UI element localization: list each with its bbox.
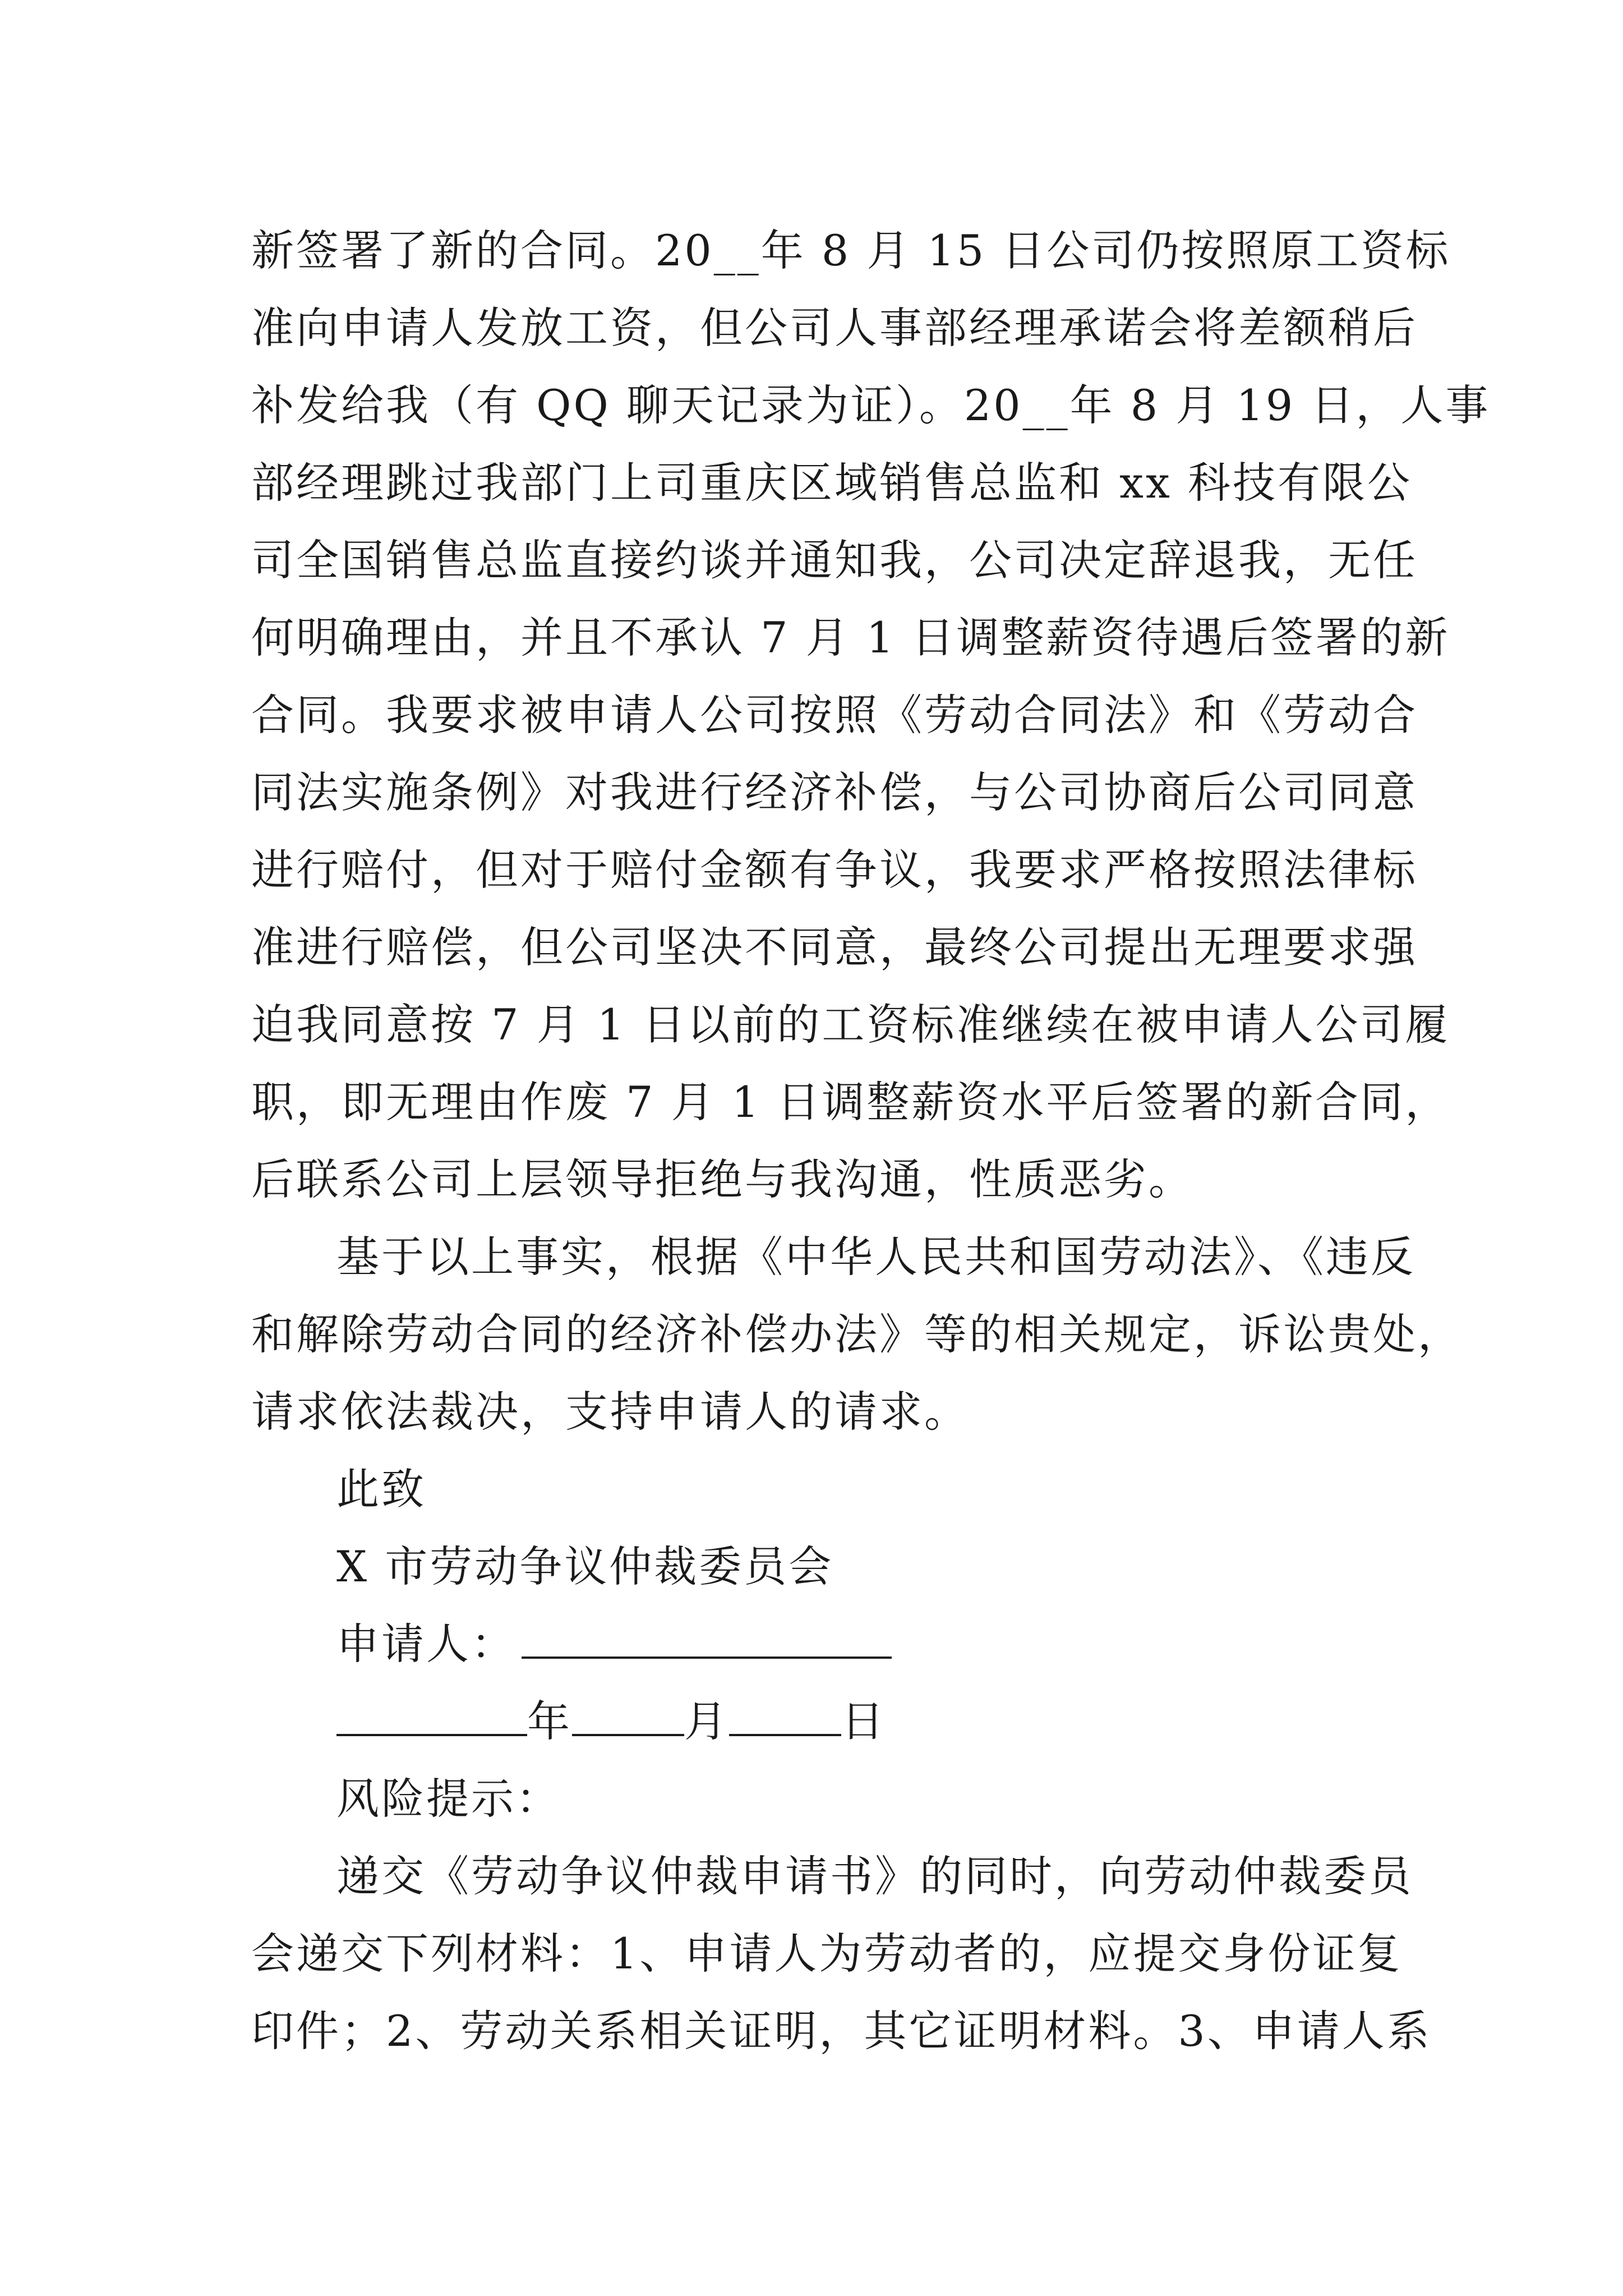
recipient: X 市劳动争议仲裁委员会 (336, 1542, 834, 1591)
text-line: 迫我同意按 7 月 1 日以前的工资标准继续在被申请人公司履 (251, 1000, 1450, 1050)
paragraph-facts (251, 212, 1491, 1218)
text-line: 何明确理由，并且不承认 7 月 1 日调整薪资待遇后签署的新 (251, 613, 1450, 662)
year-label: 年 (527, 1696, 572, 1746)
applicant-label: 申请人： (336, 1619, 516, 1669)
signature-blank (522, 1617, 892, 1659)
text-line: 准进行赔偿，但公司坚决不同意，最终公司提出无理要求强 (251, 922, 1418, 972)
text-line: 请求依法裁决，支持申请人的请求。 (251, 1387, 969, 1437)
text-line: 进行赔付，但对于赔付金额有争议，我要求严格按照法律标 (251, 845, 1418, 895)
paragraph-request (251, 1218, 1463, 1451)
text-line: 基于以上事实，根据《中华人民共和国劳动法》、《违反 (336, 1232, 1415, 1282)
month-label: 月 (684, 1696, 729, 1746)
applicant-signature-row (251, 1605, 1373, 1683)
salutation: 此致 (336, 1464, 426, 1514)
text-line: 新签署了新的合同。20__年 8 月 15 日公司仍按照原工资标 (251, 226, 1451, 275)
text-line: 会递交下列材料：1、申请人为劳动者的，应提交身份证复 (251, 1929, 1403, 1978)
text-line: 印件；2、劳动关系相关证明，其它证明材料。3、申请人系 (251, 2006, 1432, 2056)
day-label: 日 (841, 1696, 886, 1746)
text-line: 合同。我要求被申请人公司按照《劳动合同法》和《劳动合 (251, 690, 1418, 740)
text-line: 和解除劳动合同的经济补偿办法》等的相关规定，诉讼贵处， (251, 1309, 1463, 1359)
year-blank (336, 1695, 527, 1736)
document-body (251, 212, 1491, 2070)
text-line: 职，即无理由作废 7 月 1 日调整薪资水平后签署的新合同， (251, 1077, 1450, 1127)
date-row (251, 1683, 1373, 1760)
paragraph-risk (251, 1838, 1432, 2070)
text-line: 准向申请人发放工资，但公司人事部经理承诺会将差额稍后 (251, 303, 1418, 353)
text-line: 司全国销售总监直接约谈并通知我，公司决定辞退我，无任 (251, 535, 1418, 585)
risk-title: 风险提示： (336, 1774, 561, 1824)
text-line: 部经理跳过我部门上司重庆区域销售总监和 xx 科技有限公 (251, 458, 1413, 508)
text-line: 递交《劳动争议仲裁申请书》的同时，向劳动仲裁委员 (336, 1851, 1413, 1901)
text-line: 后联系公司上层领导拒绝与我沟通，性质恶劣。 (251, 1154, 1193, 1204)
month-blank (572, 1695, 684, 1736)
text-line: 补发给我（有 QQ 聊天记录为证）。20__年 8 月 19 日，人事 (251, 380, 1491, 430)
day-blank (729, 1695, 841, 1736)
text-line: 同法实施条例》对我进行经济补偿，与公司协商后公司同意 (251, 767, 1418, 817)
